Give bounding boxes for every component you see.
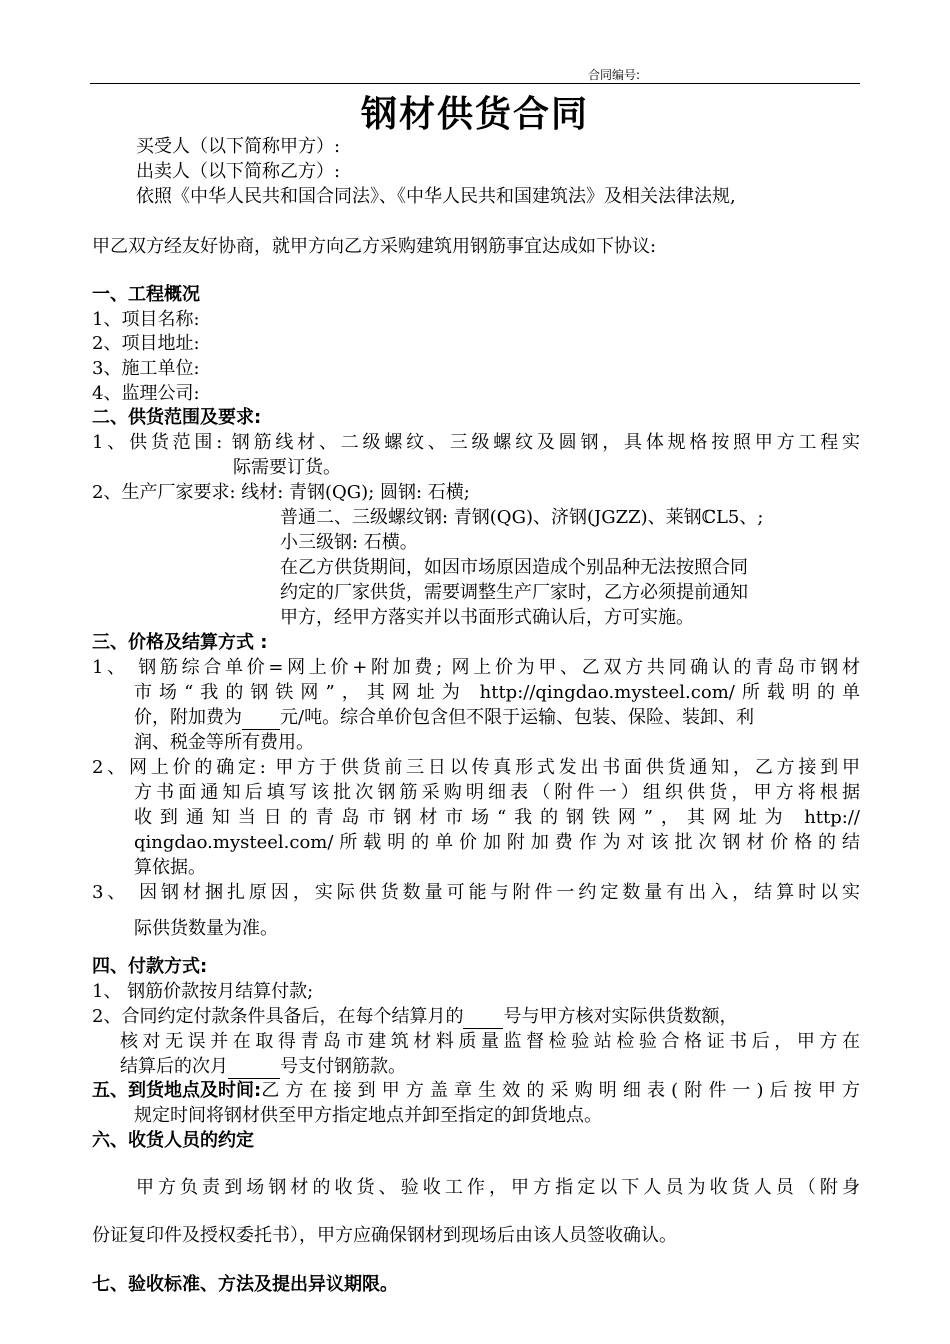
surcharge-blank: [242, 707, 280, 730]
payment-line: 核对无误并在取得青岛市建筑材料质量监督检验站检验合格证书后，甲方在: [120, 1031, 860, 1052]
surcharge-prefix: 价，附加费为: [134, 707, 242, 728]
payment-day-blank: [463, 1006, 503, 1029]
quantity-line: 际供货数量为准。: [134, 918, 278, 939]
online-price-line: qingdao.mysteel.com/所载明的单价加附加费作为对该批次钢材价格的结: [134, 832, 860, 853]
manufacturer-line: 普通二、三级螺纹钢: 青钢(QG)、济钢(JGZZ)、莱钢ℂL5、;: [280, 507, 764, 528]
quantity-line: 3、 因钢材捆扎原因，实际供货数量可能与附件一约定数量有出入，结算时以实: [92, 882, 860, 903]
section-1-heading: 一、工程概况: [92, 284, 200, 305]
delivery-text: 乙方在接到甲方盖章生效的采购明细表(附件一)后按甲方: [261, 1080, 860, 1101]
online-price-line: 算依据。: [134, 857, 206, 878]
buyer-line: 买受人（以下简称甲方）:: [136, 136, 341, 157]
payment-line: 1、 钢筋价款按月结算付款;: [92, 981, 314, 1002]
online-price-line: 方书面通知后填写该批次钢筋采购明细表（附件一）组织供货，甲方将根据: [134, 782, 860, 803]
delivery-line: [92, 1080, 860, 1102]
manufacturer-line: 甲方，经甲方落实并以书面形式确认后，方可实施。: [280, 607, 694, 628]
pricing-paragraph-line: 1、 钢筋综合单价=网上价+附加费; 网上价为甲、乙双方共同确认的青岛市钢材: [92, 657, 860, 678]
seller-line: 出卖人（以下简称乙方）:: [136, 161, 341, 182]
supply-scope-line: 际需要订货。: [233, 457, 341, 478]
supervision-company-item: 4、监理公司:: [92, 383, 200, 404]
section-5-heading: 五、到货地点及时间:: [92, 1080, 262, 1101]
manufacturer-line: 约定的厂家供货，需要调整生产厂家时，乙方必须提前通知: [280, 582, 748, 603]
receiver-line: 甲方负责到场钢材的收货、验收工作，甲方指定以下人员为收货人员（附身: [136, 1177, 860, 1198]
project-address-item: 2、项目地址:: [92, 333, 200, 354]
section-3-heading: 三、价格及结算方式 :: [92, 632, 268, 653]
online-price-line: 2、网上价的确定: 甲方于供货前三日以传真形式发出书面供货通知，乙方接到甲: [92, 757, 860, 778]
pricing-paragraph-line: 市场“我的钢铁网”，其网址为 http://qingdao.mysteel.com/所载明的单: [134, 682, 860, 703]
online-price-line: 收到通知当日的青岛市钢材市场“我的钢铁网”，其网址为 http://: [134, 807, 860, 828]
pricing-paragraph-line: [134, 707, 860, 730]
surcharge-suffix: 元/吨。综合单价包含但不限于运输、包装、保险、装卸、利: [280, 707, 755, 728]
agreement-line: 甲乙双方经友好协商，就甲方向乙方采购建筑用钢筋事宜达成如下协议:: [92, 236, 657, 257]
section-6-heading: 六、收货人员的约定: [92, 1130, 254, 1151]
manufacturer-line: 在乙方供货期间，如因市场原因造成个别品种无法按照合同: [280, 557, 748, 578]
legal-basis-line: 依照《中华人民共和国合同法》、《中华人民共和国建筑法》及相关法律法规,: [136, 186, 736, 207]
payment-month-prefix: 结算后的次月: [120, 1056, 228, 1077]
payment-line: [92, 1006, 860, 1029]
payment-line: [120, 1056, 406, 1079]
payment-month-suffix: 号支付钢筋款。: [280, 1056, 406, 1077]
pricing-paragraph-line: 润、税金等所有费用。: [134, 732, 314, 753]
page-title: 钢材供货合同: [360, 94, 589, 135]
receiver-line: 份证复印件及授权委托书），甲方应确保钢材到现场后由该人员签收确认。: [92, 1225, 677, 1246]
payment-day-suffix: 号与甲方核对实际供货数额，: [503, 1006, 738, 1027]
manufacturer-line: 小三级钢: 石横。: [280, 532, 418, 553]
section-2-heading: 二、供货范围及要求:: [92, 407, 262, 428]
header-rule: [90, 83, 860, 84]
construction-unit-item: 3、施工单位:: [92, 358, 200, 379]
section-4-heading: 四、付款方式:: [92, 956, 208, 977]
supply-scope-line: 1、供货范围: 钢筋线材、二级螺纹、三级螺纹及圆钢，具体规格按照甲方工程实: [92, 432, 860, 453]
project-name-item: 1、项目名称:: [92, 309, 200, 330]
payment-day-prefix: 2、合同约定付款条件具备后，在每个结算月的: [92, 1006, 464, 1027]
manufacturer-line: 2、生产厂家要求: 线材: 青钢(QG); 圆钢: 石横;: [92, 482, 470, 503]
delivery-line: 规定时间将钢材供至甲方指定地点并卸至指定的卸货地点。: [134, 1105, 602, 1126]
payment-month-blank: [228, 1056, 280, 1079]
contract-number-label: 合同编号:: [588, 68, 641, 82]
section-7-heading: 七、验收标准、方法及提出异议期限。: [92, 1274, 398, 1295]
